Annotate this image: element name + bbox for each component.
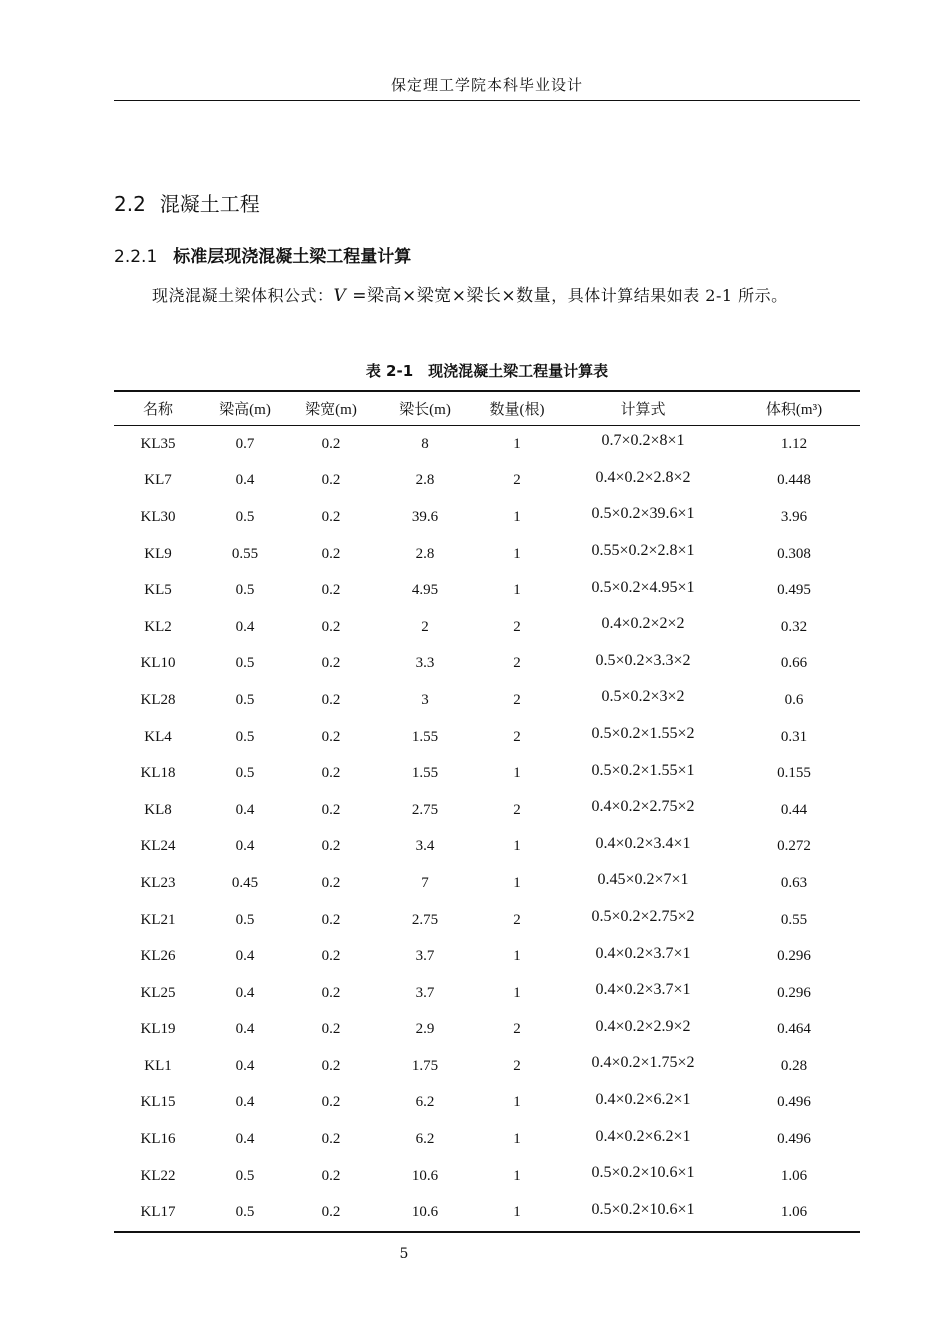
cell-expression: 0.5×0.2×3×2 [601, 688, 685, 706]
cell-height: 0.5 [235, 691, 255, 708]
cell-name: KL23 [140, 874, 176, 891]
cell-name: KL28 [140, 691, 176, 708]
cell-volume: 0.296 [777, 984, 811, 1001]
cell-count: 1 [513, 984, 521, 1001]
cell-name: KL15 [140, 1094, 176, 1111]
cell-width: 0.2 [321, 838, 341, 855]
cell-volume: 0.44 [780, 801, 808, 818]
header-volume: 体积(m³) [765, 402, 823, 418]
table-row [114, 829, 860, 866]
cell-length: 6.2 [415, 1094, 435, 1111]
cell-name: KL24 [140, 838, 176, 855]
cell-height: 0.4 [235, 984, 255, 1001]
section-heading [114, 188, 260, 217]
table-row [114, 1012, 860, 1049]
cell-width: 0.2 [321, 1131, 341, 1148]
header-expression: 计算式 [620, 402, 666, 418]
cell-volume: 0.32 [780, 618, 808, 635]
cell-expression: 0.5×0.2×10.6×1 [591, 1200, 695, 1218]
cell-length: 7 [421, 874, 429, 891]
table-row [114, 755, 860, 792]
cell-count: 1 [513, 765, 521, 782]
cell-length: 1.55 [411, 728, 439, 745]
cell-volume: 0.464 [777, 1021, 811, 1038]
section-number: 2.2 [114, 192, 146, 216]
table-row [114, 1158, 860, 1195]
cell-volume: 0.448 [777, 472, 811, 489]
cell-width: 0.2 [321, 874, 341, 891]
cell-expression: 0.4×0.2×6.2×1 [595, 1090, 691, 1108]
cell-expression: 0.7×0.2×8×1 [601, 432, 685, 450]
cell-count: 1 [513, 435, 521, 452]
cell-volume: 0.55 [780, 911, 808, 928]
cell-expression: 0.4×0.2×3.7×1 [595, 944, 691, 962]
cell-volume: 0.155 [777, 765, 811, 782]
cell-count: 1 [513, 1167, 521, 1184]
cell-name: KL9 [144, 545, 172, 562]
table-row [114, 792, 860, 829]
cell-length: 1.55 [411, 765, 439, 782]
cell-volume: 0.496 [777, 1131, 811, 1148]
table-row [114, 719, 860, 756]
table-row [114, 1048, 860, 1085]
cell-expression: 0.45×0.2×7×1 [597, 871, 689, 889]
cell-volume: 0.28 [780, 1057, 808, 1074]
cell-height: 0.5 [235, 911, 255, 928]
section-title: 混凝土工程 [159, 192, 260, 216]
cell-length: 39.6 [411, 508, 439, 525]
cell-expression: 0.5×0.2×39.6×1 [591, 505, 695, 523]
cell-width: 0.2 [321, 472, 341, 489]
page-number: 5 [399, 1246, 409, 1262]
cell-name: KL21 [140, 911, 176, 928]
header-name: 名称 [142, 402, 173, 418]
cell-width: 0.2 [321, 801, 341, 818]
subsection-number: 2.2.1 [114, 247, 158, 267]
cell-name: KL16 [140, 1131, 176, 1148]
cell-volume: 0.63 [780, 874, 808, 891]
table-row [114, 499, 860, 536]
cell-width: 0.2 [321, 545, 341, 562]
cell-name: KL1 [144, 1057, 172, 1074]
cell-width: 0.2 [321, 655, 341, 672]
cell-name: KL10 [140, 655, 176, 672]
cell-height: 0.4 [235, 618, 255, 635]
header-length: 梁长(m) [399, 402, 451, 418]
cell-length: 3.7 [415, 948, 435, 965]
cell-volume: 0.31 [780, 728, 808, 745]
cell-name: KL35 [140, 435, 176, 452]
cell-width: 0.2 [321, 984, 341, 1001]
cell-volume: 0.66 [780, 655, 808, 672]
cell-height: 0.5 [235, 728, 255, 745]
table-row [114, 975, 860, 1012]
header-rule [114, 100, 860, 101]
cell-height: 0.5 [235, 582, 255, 599]
table-row [114, 572, 860, 609]
cell-length: 6.2 [415, 1131, 435, 1148]
cell-volume: 0.308 [777, 545, 811, 562]
cell-height: 0.5 [235, 655, 255, 672]
table-row [114, 865, 860, 902]
cell-height: 0.4 [235, 948, 255, 965]
cell-expression: 0.4×0.2×2.9×2 [595, 1017, 691, 1035]
cell-length: 2.8 [415, 545, 435, 562]
paragraph-tail: ，具体计算结果如表 2-1 所示。 [551, 286, 788, 305]
cell-volume: 1.12 [780, 435, 808, 452]
cell-length: 3 [421, 691, 429, 708]
cell-volume: 0.296 [777, 948, 811, 965]
cell-volume: 0.6 [784, 691, 804, 708]
cell-expression: 0.4×0.2×2.75×2 [591, 798, 695, 816]
table-row [114, 646, 860, 683]
cell-volume: 1.06 [780, 1167, 808, 1184]
subsection-heading [114, 242, 411, 267]
table-row [114, 463, 860, 500]
cell-name: KL17 [140, 1204, 176, 1221]
table-row [114, 1085, 860, 1122]
cell-expression: 0.5×0.2×1.55×1 [591, 761, 695, 779]
cell-expression: 0.5×0.2×2.75×2 [591, 908, 695, 926]
cell-expression: 0.4×0.2×3.4×1 [595, 834, 691, 852]
table-header-row [114, 391, 860, 426]
cell-count: 1 [513, 508, 521, 525]
cell-expression: 0.5×0.2×3.3×2 [595, 651, 691, 669]
cell-height: 0.45 [231, 874, 259, 891]
cell-length: 3.4 [415, 838, 435, 855]
cell-height: 0.4 [235, 1094, 255, 1111]
cell-length: 8 [421, 435, 429, 452]
cell-height: 0.5 [235, 1167, 255, 1184]
cell-length: 3.3 [415, 655, 435, 672]
cell-count: 2 [513, 728, 521, 745]
cell-expression: 0.4×0.2×2.8×2 [595, 468, 691, 486]
table-row [114, 938, 860, 975]
cell-length: 4.95 [411, 582, 439, 599]
subsection-title: 标准层现浇混凝土梁工程量计算 [173, 247, 412, 267]
cell-expression: 0.4×0.2×1.75×2 [591, 1054, 695, 1072]
cell-width: 0.2 [321, 1094, 341, 1111]
cell-count: 1 [513, 838, 521, 855]
cell-length: 2 [421, 618, 429, 635]
cell-expression: 0.55×0.2×2.8×1 [591, 542, 695, 560]
cell-width: 0.2 [321, 435, 341, 452]
cell-name: KL8 [144, 801, 172, 818]
cell-volume: 1.06 [780, 1204, 808, 1221]
cell-length: 1.75 [411, 1057, 439, 1074]
cell-height: 0.4 [235, 1131, 255, 1148]
cell-expression: 0.5×0.2×10.6×1 [591, 1164, 695, 1182]
cell-count: 1 [513, 582, 521, 599]
header-count: 数量(根) [489, 402, 545, 418]
cell-height: 0.4 [235, 1057, 255, 1074]
cell-width: 0.2 [321, 1057, 341, 1074]
cell-length: 2.75 [411, 911, 439, 928]
cell-width: 0.2 [321, 1167, 341, 1184]
table-row [114, 609, 860, 646]
table-row [114, 1194, 860, 1232]
cell-width: 0.2 [321, 948, 341, 965]
formula-expression: =梁高×梁宽×梁长×数量 [346, 286, 552, 306]
table-row [114, 536, 860, 573]
cell-count: 2 [513, 655, 521, 672]
cell-expression: 0.5×0.2×4.95×1 [591, 578, 695, 596]
cell-width: 0.2 [321, 691, 341, 708]
cell-name: KL25 [140, 984, 176, 1001]
cell-expression: 0.4×0.2×6.2×1 [595, 1127, 691, 1145]
cell-width: 0.2 [321, 765, 341, 782]
cell-count: 2 [513, 911, 521, 928]
body-paragraph [114, 280, 860, 312]
cell-length: 10.6 [411, 1167, 439, 1184]
cell-name: KL7 [144, 472, 172, 489]
cell-volume: 3.96 [780, 508, 808, 525]
cell-width: 0.2 [321, 1021, 341, 1038]
cell-height: 0.4 [235, 801, 255, 818]
cell-count: 2 [513, 1021, 521, 1038]
cell-name: KL26 [140, 948, 176, 965]
cell-expression: 0.4×0.2×3.7×1 [595, 981, 691, 999]
cell-volume: 0.272 [777, 838, 811, 855]
cell-name: KL5 [144, 582, 172, 599]
cell-count: 2 [513, 691, 521, 708]
cell-length: 2.9 [415, 1021, 435, 1038]
table-caption: 表 2-1 现浇混凝土梁工程量计算表 [365, 362, 609, 380]
cell-count: 1 [513, 1131, 521, 1148]
cell-count: 2 [513, 472, 521, 489]
formula-variable: V [333, 286, 347, 306]
table-row [114, 682, 860, 719]
cell-height: 0.5 [235, 508, 255, 525]
cell-length: 10.6 [411, 1204, 439, 1221]
cell-height: 0.55 [231, 545, 259, 562]
cell-height: 0.4 [235, 838, 255, 855]
cell-count: 1 [513, 948, 521, 965]
table-row [114, 1121, 860, 1158]
cell-count: 2 [513, 618, 521, 635]
cell-expression: 0.5×0.2×1.55×2 [591, 725, 695, 743]
table-row [114, 902, 860, 939]
cell-count: 1 [513, 1094, 521, 1111]
cell-name: KL19 [140, 1021, 176, 1038]
cell-name: KL22 [140, 1167, 176, 1184]
paragraph-lead: 现浇混凝土梁体积公式： [152, 286, 334, 305]
cell-height: 0.4 [235, 1021, 255, 1038]
cell-expression: 0.4×0.2×2×2 [601, 615, 685, 633]
cell-count: 1 [513, 1204, 521, 1221]
cell-width: 0.2 [321, 618, 341, 635]
cell-name: KL2 [144, 618, 172, 635]
cell-width: 0.2 [321, 1204, 341, 1221]
cell-count: 1 [513, 545, 521, 562]
header-width: 梁宽(m) [305, 402, 357, 418]
cell-length: 2.8 [415, 472, 435, 489]
cell-height: 0.5 [235, 765, 255, 782]
volume-formula [334, 286, 552, 306]
cell-volume: 0.495 [777, 582, 811, 599]
cell-width: 0.2 [321, 582, 341, 599]
cell-count: 1 [513, 874, 521, 891]
cell-count: 2 [513, 801, 521, 818]
cell-volume: 0.496 [777, 1094, 811, 1111]
cell-height: 0.5 [235, 1204, 255, 1221]
header-height: 梁高(m) [219, 402, 271, 418]
cell-width: 0.2 [321, 508, 341, 525]
running-header: 保定理工学院本科毕业设计 [390, 76, 583, 94]
cell-count: 2 [513, 1057, 521, 1074]
cell-name: KL30 [140, 508, 176, 525]
cell-height: 0.7 [235, 435, 255, 452]
cell-name: KL4 [144, 728, 172, 745]
cell-width: 0.2 [321, 728, 341, 745]
table-row [114, 426, 860, 463]
cell-name: KL18 [140, 765, 176, 782]
cell-length: 2.75 [411, 801, 439, 818]
cell-length: 3.7 [415, 984, 435, 1001]
beam-quantity-table [114, 390, 860, 1233]
cell-width: 0.2 [321, 911, 341, 928]
cell-height: 0.4 [235, 472, 255, 489]
